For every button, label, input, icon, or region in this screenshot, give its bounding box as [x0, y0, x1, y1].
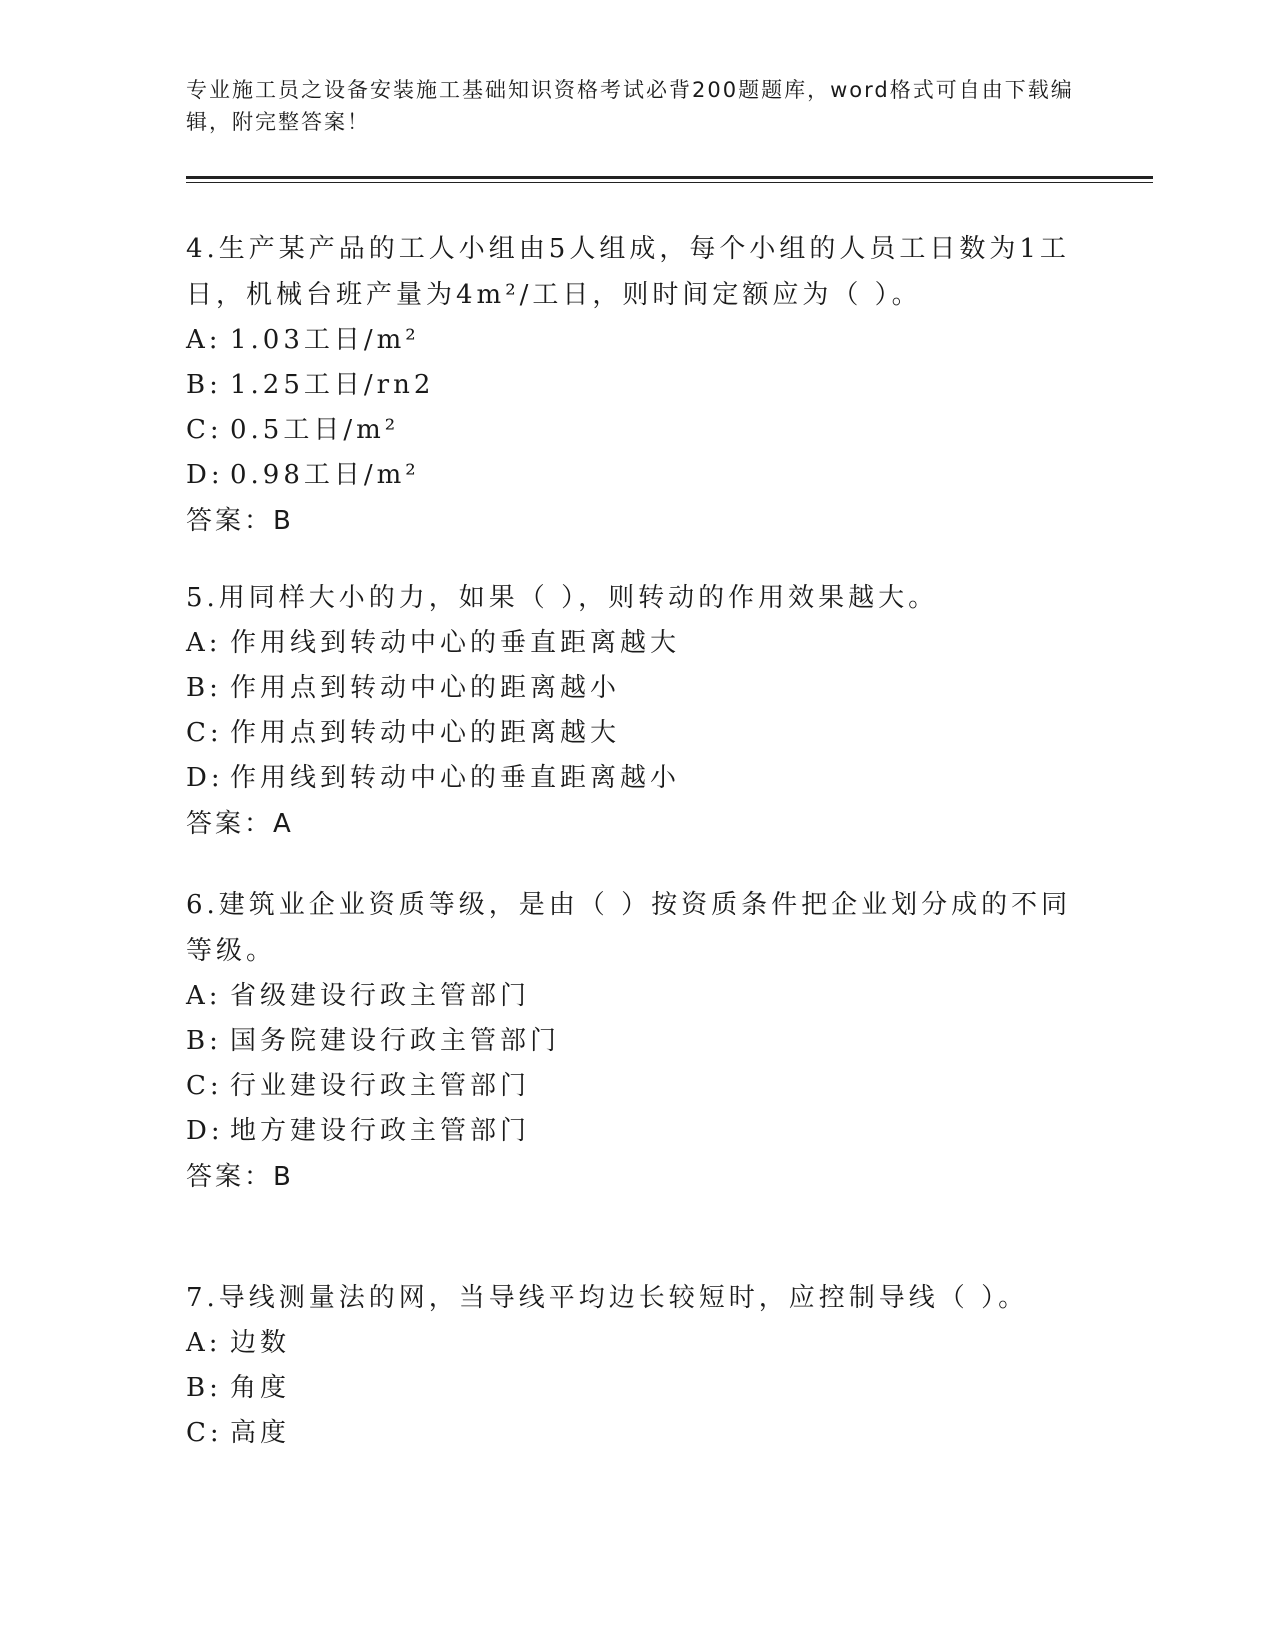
question-6	[186, 882, 1086, 1200]
document-header: 专业施工员之设备安装施工基础知识资格考试必背200题题库，word格式可自由下载编辑，附完整答案！	[186, 78, 1074, 134]
header-rule	[186, 176, 1153, 179]
question-stem: 7.导线测量法的网，当导线平均边长较短时，应控制导线（ ）。	[186, 1283, 1029, 1313]
answer: 答案：A	[186, 809, 294, 839]
option-b: B: 角度	[186, 1373, 291, 1403]
answer: 答案：B	[186, 506, 294, 536]
header-rule-thin	[186, 182, 1153, 183]
option-a: A: 省级建设行政主管部门	[186, 981, 531, 1011]
answer: 答案：B	[186, 1162, 294, 1192]
option-d: D: 作用线到转动中心的垂直距离越小	[186, 763, 681, 793]
option-a: A: 作用线到转动中心的垂直距离越大	[186, 628, 681, 658]
option-b: B: 1.25工日/rn2	[186, 370, 435, 400]
option-c: C: 0.5工日/m²	[186, 415, 400, 445]
option-c: C: 作用点到转动中心的距离越大	[186, 718, 621, 748]
question-7	[186, 1275, 1086, 1456]
question-stem: 6.建筑业企业资质等级，是由（ ）按资质条件把企业划分成的不同等级。	[186, 890, 1072, 966]
option-a: A: 边数	[186, 1328, 291, 1358]
option-c: C: 行业建设行政主管部门	[186, 1071, 531, 1101]
option-b: B: 国务院建设行政主管部门	[186, 1026, 561, 1056]
option-d: D: 地方建设行政主管部门	[186, 1116, 531, 1146]
question-stem: 5.用同样大小的力，如果（ ），则转动的作用效果越大。	[186, 583, 939, 613]
question-5	[186, 575, 1086, 847]
question-4	[186, 226, 1086, 544]
option-b: B: 作用点到转动中心的距离越小	[186, 673, 621, 703]
question-stem: 4.生产某产品的工人小组由5人组成，每个小组的人员工日数为1工日，机械台班产量为4m²/工日，则时间定额应为（ ）。	[186, 234, 1070, 310]
option-c: C: 高度	[186, 1418, 291, 1448]
option-d: D: 0.98工日/m²	[186, 460, 420, 490]
option-a: A: 1.03工日/m²	[186, 325, 420, 355]
